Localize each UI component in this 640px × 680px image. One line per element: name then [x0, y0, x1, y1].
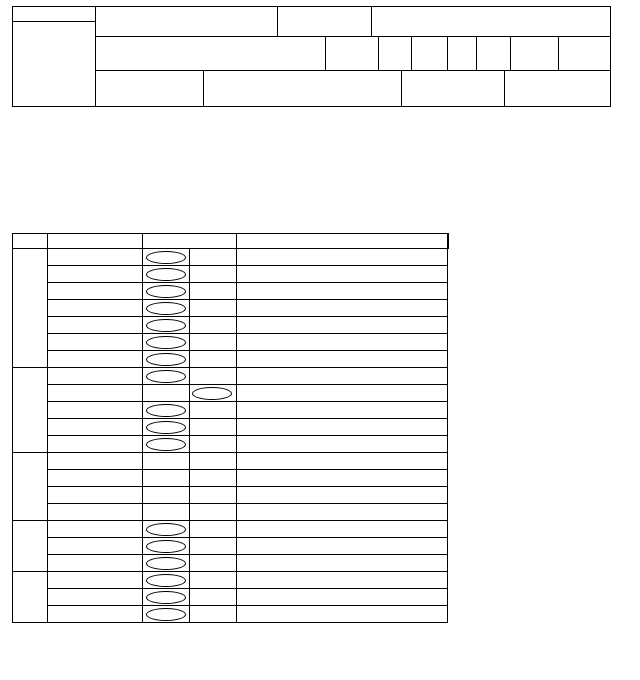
model-year-cell	[277, 6, 372, 37]
remarks-cell	[236, 520, 448, 538]
poor-option	[192, 251, 232, 264]
poor-option	[192, 268, 232, 281]
ok-circled	[146, 574, 186, 587]
poor-option	[192, 557, 232, 570]
ok-circled	[146, 591, 186, 604]
poor-option	[192, 523, 232, 536]
poor-option	[192, 438, 232, 451]
group-cell	[12, 520, 48, 572]
group-cell	[12, 248, 48, 368]
reg-box-2	[411, 36, 448, 71]
reg-box-1	[378, 36, 412, 71]
ok-circled	[146, 319, 186, 332]
poor-option	[192, 574, 232, 587]
ok-circled	[146, 557, 186, 570]
remarks-cell	[236, 316, 448, 334]
ok-circled	[146, 404, 186, 417]
poor-option	[192, 285, 232, 298]
ok-circled	[146, 251, 186, 264]
poor-option	[192, 302, 232, 315]
remarks-cell	[236, 248, 448, 266]
remarks-cell	[236, 486, 448, 504]
part-name	[49, 300, 140, 316]
ok-circled	[146, 268, 186, 281]
poor-cell	[189, 503, 237, 521]
remarks-cell	[236, 350, 448, 368]
ok-circled	[146, 540, 186, 553]
group-cell	[12, 452, 48, 521]
ok-option	[146, 387, 186, 400]
poor-cell	[189, 452, 237, 470]
remarks-cell	[236, 299, 448, 317]
remarks-cell	[236, 537, 448, 555]
ok-circled	[146, 302, 186, 315]
remarks-cell	[236, 367, 448, 385]
part-name	[49, 572, 140, 588]
remarks-cell	[236, 503, 448, 521]
poor-option	[192, 353, 232, 366]
remarks-cell	[236, 418, 448, 436]
part-name	[49, 521, 140, 537]
part-name	[49, 608, 140, 624]
ok-circled	[146, 353, 186, 366]
reg-box-5	[510, 36, 559, 71]
ok-circled	[146, 421, 186, 434]
lot-label-cell	[12, 6, 96, 22]
ok-circled	[146, 608, 186, 621]
ok-circled	[146, 370, 186, 383]
remarks-cell	[236, 401, 448, 419]
poor-option	[192, 336, 232, 349]
poor-option	[192, 421, 232, 434]
poor-option	[192, 608, 232, 621]
fuel-cell	[401, 70, 505, 107]
remarks-cell	[236, 571, 448, 589]
col-item-header-cell	[12, 233, 48, 249]
poor-option	[192, 540, 232, 553]
ok-circled	[146, 438, 186, 451]
poor-circled	[192, 387, 232, 400]
ok-cell	[142, 503, 190, 521]
reg-box-3	[447, 36, 477, 71]
remarks-cell	[236, 282, 448, 300]
ok-circled	[146, 336, 186, 349]
ok-cell	[142, 486, 190, 504]
ok-circled	[146, 523, 186, 536]
group-cell	[12, 367, 48, 453]
ok-circled	[146, 285, 186, 298]
remarks-cell	[236, 469, 448, 487]
reg-box-4	[476, 36, 511, 71]
remarks-cell	[236, 384, 448, 402]
hours-cell	[203, 70, 402, 107]
poor-option	[192, 404, 232, 417]
remarks-cell	[236, 452, 448, 470]
part-name	[49, 589, 140, 605]
poor-option	[192, 370, 232, 383]
ok-cell	[142, 452, 190, 470]
remarks-cell	[236, 554, 448, 572]
poor-cell	[189, 469, 237, 487]
remarks-cell	[236, 333, 448, 351]
poor-cell	[189, 486, 237, 504]
remarks-cell	[236, 265, 448, 283]
remarks-cell	[236, 435, 448, 453]
col-parts-header-cell	[47, 233, 143, 249]
poor-option	[192, 591, 232, 604]
group-cell	[12, 571, 48, 623]
col-remarks-header-cell	[236, 233, 449, 249]
remarks-cell	[236, 605, 448, 623]
col-condition-header-cell	[142, 233, 237, 249]
ok-cell	[142, 469, 190, 487]
remarks-cell	[236, 588, 448, 606]
poor-option	[192, 319, 232, 332]
registration-label-cell	[325, 36, 379, 71]
